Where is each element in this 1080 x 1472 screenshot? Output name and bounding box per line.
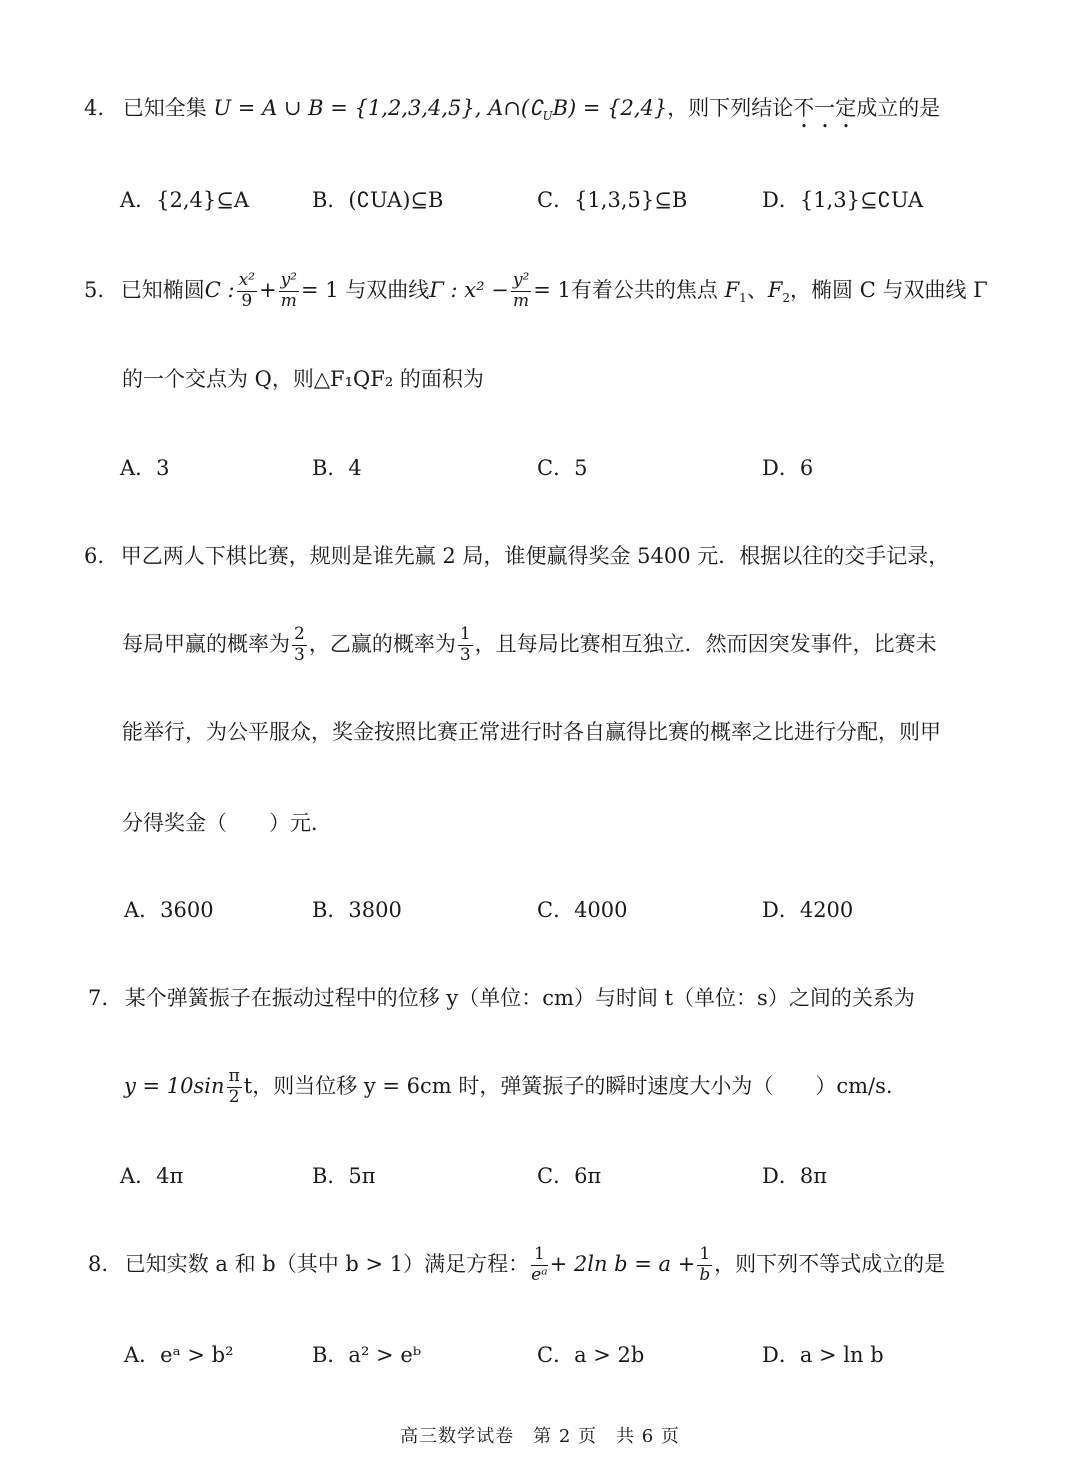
emphasis-text: 不一定 [793,96,857,120]
question-5-stem-line2: 的一个交点为 Q，则△F₁QF₂ 的面积为 [122,367,484,391]
question-7-stem-line2 [124,1062,893,1110]
option-d[interactable]: D．8π [762,1164,827,1188]
stem-text: ，则下列结论 [667,96,794,120]
fraction: $\frac{1}{3}$ [459,624,471,665]
option-b[interactable]: B．4 [312,456,362,480]
question-7-stem [88,988,915,1009]
option-d[interactable]: D．6 [762,456,814,480]
fraction: $\frac{2}{3}$ [294,624,305,665]
stem-text: 有着公共的焦点 [570,278,718,302]
option-a[interactable]: A．3600 [124,898,214,922]
option-c[interactable]: C．6π [537,1164,602,1188]
option-a[interactable]: A．3 [120,456,170,480]
stem-text: 与双曲线 [345,278,430,302]
option-a[interactable]: A．4π [120,1164,184,1188]
option-c[interactable]: C．4000 [537,898,628,922]
stem-math: + 2ln b = a + [549,1252,696,1276]
question-6-stem-line2 [122,620,937,668]
fraction: $\frac{\text{y²}}{m}$ [512,270,530,311]
fraction: $\frac{1}{b}$ [699,1244,711,1285]
stem-text: 甲乙两人下棋比赛，规则是谁先赢 2 局，谁便赢得奖金 5400 元．根据以往的交手记录， [120,544,950,568]
stem-math: U = A ∪ B = {1,2,3,4,5}, A∩(∁ [213,96,543,120]
question-8-stem [88,1240,945,1288]
stem-text: t，则当位移 y = 6cm 时，弹簧振子的瞬时速度大小为（ ）cm/s. [243,1074,893,1098]
option-c[interactable]: C．{1,3,5}⊆B [537,188,688,212]
stem-text: 已知全集 [122,96,207,120]
stem-text: ，且每局比赛相互独立．然而因突发事件，比赛未 [474,632,937,656]
question-6-stem [84,546,949,567]
question-number: 5. [84,278,105,302]
stem-math: B) = {2,4} [552,96,668,120]
page-footer: 高三数学试卷 第 2 页 共 6 页 [400,1426,680,1447]
option-c[interactable]: C．a > 2b [537,1343,645,1367]
fraction: $\frac{\text{y²}}{m}$ [280,270,297,311]
fraction: $\frac{1}{\text{eᵃ}}$ [531,1244,548,1285]
question-5-stem: 5. 已知椭圆C : $\frac{\text{x²}}{9}$ + $\frac{\text{y²}}{m}$ = 1 与双曲线Γ : x² − $\frac{\text{y²}}{m}$ = 1有着公共的焦点 $F_1$、$F_2$，椭圆 C 与双曲线 Γ [84,270,988,311]
stem-text: ，椭圆 C 与双曲线 Γ [790,278,988,302]
option-b[interactable]: B．(∁UA)⊆B [312,188,444,212]
option-d[interactable]: D．{1,3}⊆∁UA [762,188,924,212]
question-number: 8. [88,1252,109,1276]
option-d[interactable]: D．4200 [762,898,854,922]
option-a[interactable]: A．{2,4}⊆A [120,188,250,212]
question-number: 7. [88,986,109,1010]
option-c[interactable]: C．5 [537,456,588,480]
fraction: $\frac{\pi}{2}$ [228,1066,240,1107]
question-6-stem-line4: 分得奖金（ ）元． [122,811,332,835]
stem-text: 某个弹簧振子在振动过程中的位移 y（单位：cm）与时间 t（单位：s）之间的关系为 [124,986,915,1010]
stem-text: 每局甲赢的概率为 [122,632,290,656]
stem-text: 已知椭圆 [120,278,205,302]
question-4-stem: 4. 已知全集 U = A ∪ B = {1,2,3,4,5}, $A\cap(∁_UB) = \{2,4\}$，则下列结论不一定成立的是 [84,96,941,124]
stem-math: y = 10sin [124,1074,225,1098]
question-number: 6. [84,544,105,568]
stem-text: 已知实数 a 和 b（其中 b > 1）满足方程： [124,1252,530,1276]
stem-text: 成立的是 [856,96,941,120]
fraction: $\frac{\text{x²}}{9}$ [238,270,255,311]
question-6-stem-line3: 能举行，为公平服众，奖金按照比赛正常进行时各自赢得比赛的概率之比进行分配，则甲 [122,720,941,744]
question-number: 4. [84,96,105,120]
option-b[interactable]: B．3800 [312,898,402,922]
option-a[interactable]: A．eᵃ > b² [124,1343,234,1367]
stem-text: ，则下列不等式成立的是 [714,1252,946,1276]
stem-text: ，乙赢的概率为 [308,632,456,656]
option-b[interactable]: B．5π [312,1164,376,1188]
option-b[interactable]: B．a² > eᵇ [312,1343,422,1367]
option-d[interactable]: D．a > ln b [762,1343,884,1367]
